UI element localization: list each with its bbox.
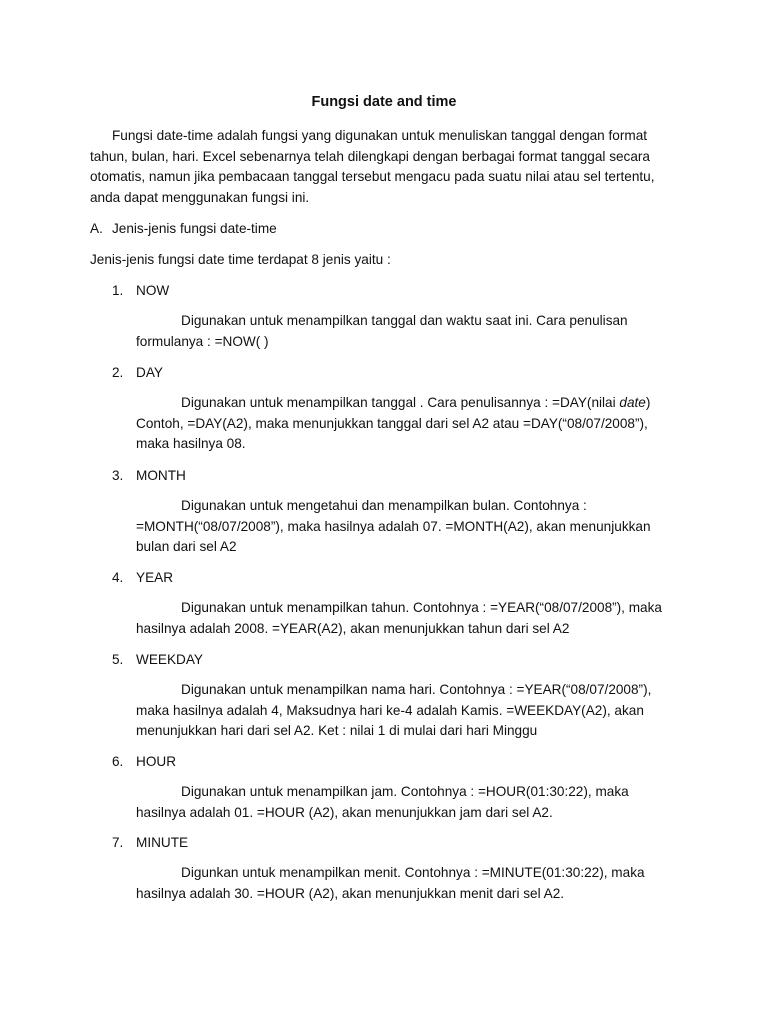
list-item-name: NOW <box>136 283 170 298</box>
list-item-number: 3. <box>112 468 124 483</box>
list-item-number: 2. <box>112 365 124 380</box>
italic-text: date <box>619 395 646 410</box>
lead-paragraph: Jenis-jenis fungsi date time terdapat 8 jenis yaitu : <box>90 252 391 267</box>
list-item-description: Digunkan untuk menampilkan menit. Contohnya : =MINUTE(01:30:22), maka hasilnya adalah 30. =HOUR (A2), akan menunjukkan menit dari sel A2. <box>136 865 645 901</box>
list-item-name: DAY <box>136 365 163 380</box>
intro-paragraph: Fungsi date-time adalah fungsi yang digunakan untuk menuliskan tanggal dengan format tahun, bulan, hari. Excel sebenarnya telah dilengkapi dengan berbagai format tanggal secara otomatis, namun jika pembacaan tanggal tersebut mengacu pada suatu nilai atau sel tertentu, anda dapat menggunakan fungsi ini. <box>90 128 655 205</box>
list-item-name: MONTH <box>136 468 186 483</box>
list-item-name: MINUTE <box>136 835 189 850</box>
list-item-heading <box>112 568 173 588</box>
list-item-heading <box>112 650 203 670</box>
list-item-name: YEAR <box>136 570 174 585</box>
text-segment: Digunakan untuk menampilkan tanggal . Cara penulisannya : =DAY(nilai <box>181 395 620 410</box>
section-heading-a <box>90 219 277 239</box>
section-heading-text: Jenis-jenis fungsi date-time <box>112 221 277 236</box>
list-item-heading <box>112 833 188 853</box>
list-item-number: 1. <box>112 283 124 298</box>
list-item-name: WEEKDAY <box>136 652 203 667</box>
list-item-heading <box>112 752 176 772</box>
list-item-name: HOUR <box>136 754 177 769</box>
list-item-description: Digunakan untuk menampilkan nama hari. Contohnya : =YEAR(“08/07/2008”), maka hasilnya adalah 4, Maksudnya hari ke-4 adalah Kamis. =WEEKDAY(A2), akan menunjukkan hari dari sel A2. Ket : nilai 1 di mulai dari hari Minggu <box>136 682 652 738</box>
list-item-description: Digunakan untuk menampilkan tahun. Contohnya : =YEAR(“08/07/2008”), maka hasilnya adalah 2008. =YEAR(A2), akan menunjukkan tahun dari sel A2 <box>136 600 662 636</box>
list-item-description: Digunakan untuk menampilkan jam. Contohnya : =HOUR(01:30:22), maka hasilnya adalah 01. =HOUR (A2), akan menunjukkan jam dari sel A2. <box>136 784 629 820</box>
list-item-heading <box>112 281 169 301</box>
list-item-number: 6. <box>112 754 124 769</box>
document-title: Fungsi date and time <box>311 94 457 110</box>
list-item-number: 7. <box>112 835 124 850</box>
list-item-description: Digunakan untuk menampilkan tanggal dan waktu saat ini. Cara penulisan formulanya : =NOW( ) <box>136 313 628 349</box>
section-label: A. <box>90 221 103 236</box>
list-item-heading <box>112 363 163 383</box>
list-item-description: Digunakan untuk mengetahui dan menampilkan bulan. Contohnya : =MONTH(“08/07/2008”), maka hasilnya adalah 07. =MONTH(A2), akan menunjukkan bulan dari sel A2 <box>136 498 651 554</box>
list-item-description <box>136 393 671 455</box>
list-item-number: 4. <box>112 570 124 585</box>
list-item-number: 5. <box>112 652 124 667</box>
text-segment: ) Contoh, =DAY(A2), maka menunjukkan tanggal dari sel A2 atau =DAY(“08/07/2008”), maka hasilnya 08. <box>136 395 651 451</box>
list-item-heading <box>112 466 186 486</box>
